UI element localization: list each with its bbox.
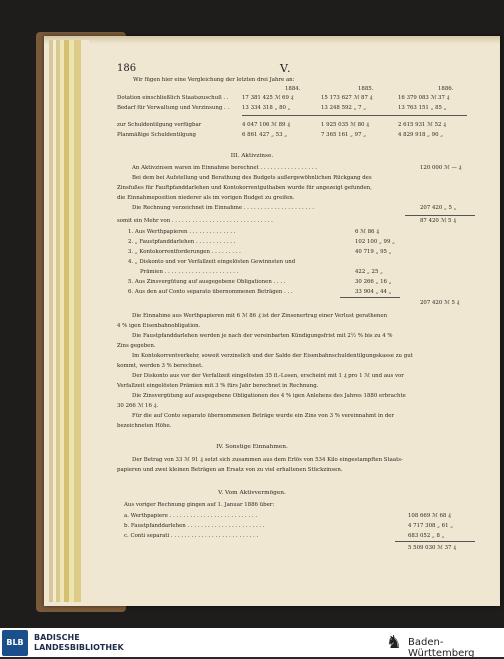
text-line: Aus voriger Rechnung gingen auf 1. Januar 1886 über:	[124, 502, 275, 508]
item-value: 102 100 „ 99 „	[355, 239, 395, 245]
year-1885: 1885.	[358, 86, 374, 92]
compare-label: zur Schuldentilgung verfügbar	[117, 122, 202, 128]
paragraph-line: Die Zinsvergütung auf ausgegebene Obligationen des 4 % igen Anlehens des Jahres 1880 erbrachte	[132, 393, 406, 399]
amount: 87 420 ℳ 5 ₰	[420, 218, 456, 224]
year-1886: 1886.	[438, 86, 454, 92]
compare-label: Bedarf für Verwaltung und Verzinsung . .	[117, 105, 230, 111]
state-name: Baden-Württemberg	[408, 637, 475, 659]
item-line: 3. „ Kontokorrentforderungen . . . . . . . . .	[128, 249, 241, 255]
compare-value: 16 379 083 ℳ 37 ₰	[398, 95, 450, 101]
paragraph-line: Für die auf Conto separato übernommenen Beträge wurde ein Zins von 3 % vereinnahmt in der	[132, 413, 395, 419]
intro-line: Wir fügen hier eine Vergleichung der letzten drei Jahre an:	[133, 77, 295, 83]
compare-value: 13 763 151 „ 85 „	[398, 105, 447, 111]
paragraph-line: Die Einnahme aus Werthpapieren mit 6 ℳ 86 ₰ ist der Zinsenertrag einer Verlust gerathenen	[132, 313, 388, 319]
paragraph-line: Zins gegeben.	[117, 343, 156, 349]
library-name-line2: LANDESBIBLIOTHEK	[34, 643, 124, 652]
compare-label: Dotation einschließlich Staatszuschuß . .	[117, 95, 229, 101]
assets-total: 5 509 030 ℳ 37 ₰	[408, 545, 456, 551]
item-value: 422 „ 25 „	[355, 269, 383, 275]
text-line: An Aktivzinsen waren im Einnahme berechnet . . . . . . . . . . . . . . . . .	[132, 165, 317, 171]
item-line: 2. „ Faustpfanddarlehen . . . . . . . . . . . .	[128, 239, 236, 245]
section-title-sonstige: IV. Sonstige Einnahmen.	[216, 444, 288, 450]
page-edge-stripes	[49, 40, 89, 602]
amount: 120 000 ℳ — ₰	[420, 165, 462, 171]
item-value: 33 904 „ 44 „	[355, 289, 392, 295]
text-line: somit ein Mehr von . . . . . . . . . . . . . . . . . . . . . . . . . . . . . .	[117, 218, 273, 224]
text-line: Zinsfußes für Fauftpfanddarlehen und Kontokorrentguthaben wurde für angezeigt gefunden,	[117, 185, 372, 191]
item-line: 5. Aus Zinsvergütung auf ausgegebene Obligationen . . . .	[128, 279, 286, 285]
asset-value: 4 717 308 „ 61 „	[408, 523, 454, 529]
item-line: 4. „ Diskonto und vor Verfallzeit eingelösten Gewinnsten und	[128, 259, 296, 265]
text-line: Bei dem bei Aufstellung und Berathung des Budgets außergewöhnlichen Rückgang des	[132, 175, 372, 181]
asset-line: a. Werthpapiere . . . . . . . . . . . . . . . . . . . . . . . . . .	[124, 513, 258, 519]
sum-rule	[395, 541, 475, 542]
paragraph-line: Der Diskonto aus vor der Verfallzeit eingelösten 35 fl.-Losen, erscheint mit 1 ₰ pro 1 ℳ und aus vor	[132, 373, 404, 379]
asset-line: b. Faustpfanddarlehen . . . . . . . . . . . . . . . . . . . . . . .	[124, 523, 265, 529]
compare-value: 7 365 161 „ 97 „	[321, 132, 367, 138]
items-total: 207 420 ℳ 5 ₰	[420, 300, 460, 306]
item-line: 1. Aus Werthpapieren . . . . . . . . . . . . . .	[128, 229, 236, 235]
compare-value: 1 925 035 ℳ 80 ₰	[321, 122, 369, 128]
text-line: Der Betrag von 33 ℳ 91 ₰ setzt sich zusammen aus dem Erlös von 534 Kilo eingestampften Staats-	[132, 457, 403, 463]
page-top-edge	[44, 36, 500, 44]
paragraph-line: 30 266 ℳ 16 ₰.	[117, 403, 159, 409]
text-line: die Einnahmeposition niederer als im vorigen Budget zu greifen.	[117, 195, 295, 201]
compare-value: 4 829 918 „ 90 „	[398, 132, 444, 138]
text-line: Die Rechnung verzeichnet im Einnahme . . . . . . . . . . . . . . . . . . . . .	[132, 205, 314, 211]
item-value: 6 ℳ 86 ₰	[355, 229, 379, 235]
paragraph-line: Verfallzeit eingelösten Prämien mit 3 % fürs Jahr berechnet in Rechnung.	[117, 383, 319, 389]
paragraph-line: Die Faustpfanddarlehen werden je nach der vereinbarten Kündigungsfrist mit 2½ % bis zu 4 %	[132, 333, 393, 339]
sum-rule	[340, 297, 400, 298]
compare-value: 6 861 427 „ 53 „	[242, 132, 288, 138]
library-name	[34, 633, 124, 653]
compare-value: 17 381 425 ℳ 69 ₰	[242, 95, 294, 101]
page-header: V.	[280, 62, 292, 75]
compare-label: Planmäßige Schuldentilgung	[117, 132, 196, 138]
paragraph-line: kommt, werden 3 % berechnet.	[117, 363, 203, 369]
compare-value: 13 248 592 „ 7 „	[321, 105, 367, 111]
paragraph-line: Im Kontokorrentverkehr, soweit verzinslich und der Saldo der Eisenbahnschuldentilgungskasse zu gut	[132, 353, 413, 359]
page-number: 186	[117, 63, 137, 74]
section-title-aktivvermoegen: V. Vom Aktivvermögen.	[218, 490, 286, 496]
asset-value: 683 052 „ 8 „	[408, 533, 445, 539]
paragraph-line: 4 % igen Eisenbahnobligation.	[117, 323, 201, 329]
compare-value: 2 615 931 ℳ 52 ₰	[398, 122, 446, 128]
compare-value: 13 334 318 „ 80 „	[242, 105, 291, 111]
section-title-aktivzinse: III. Aktivzinse.	[230, 153, 274, 159]
blb-logo: BLB	[2, 630, 28, 656]
text-line: papieren und zwei kleinen Beträgen an Ersatz von zu viel erhaltenen Stückzinsen.	[117, 467, 343, 473]
coat-of-arms-icon: ♞	[385, 632, 403, 653]
year-1884: 1884.	[285, 86, 301, 92]
paragraph-line: bezeichneten Höhe.	[117, 423, 172, 429]
item-value: 30 266 „ 16 „	[355, 279, 392, 285]
asset-line: c. Conti separati . . . . . . . . . . . . . . . . . . . . . . . . . .	[124, 533, 259, 539]
sum-rule	[242, 115, 467, 116]
library-name-line1: BADISCHE	[34, 633, 80, 642]
item-line: 6. Aus den auf Conto separato übernommenen Beträgen . . .	[128, 289, 293, 295]
asset-value: 108 669 ℳ 68 ₰	[408, 513, 451, 519]
amount: 207 420 „ 5 „	[420, 205, 457, 211]
item-value: 40 719 „ 95 „	[355, 249, 392, 255]
compare-value: 15 173 627 ℳ 87 ₰	[321, 95, 373, 101]
sum-rule	[405, 215, 475, 216]
item-line: Prämien . . . . . . . . . . . . . . . . . . . . . .	[140, 269, 239, 275]
compare-value: 4 047 106 ℳ 89 ₰	[242, 122, 290, 128]
